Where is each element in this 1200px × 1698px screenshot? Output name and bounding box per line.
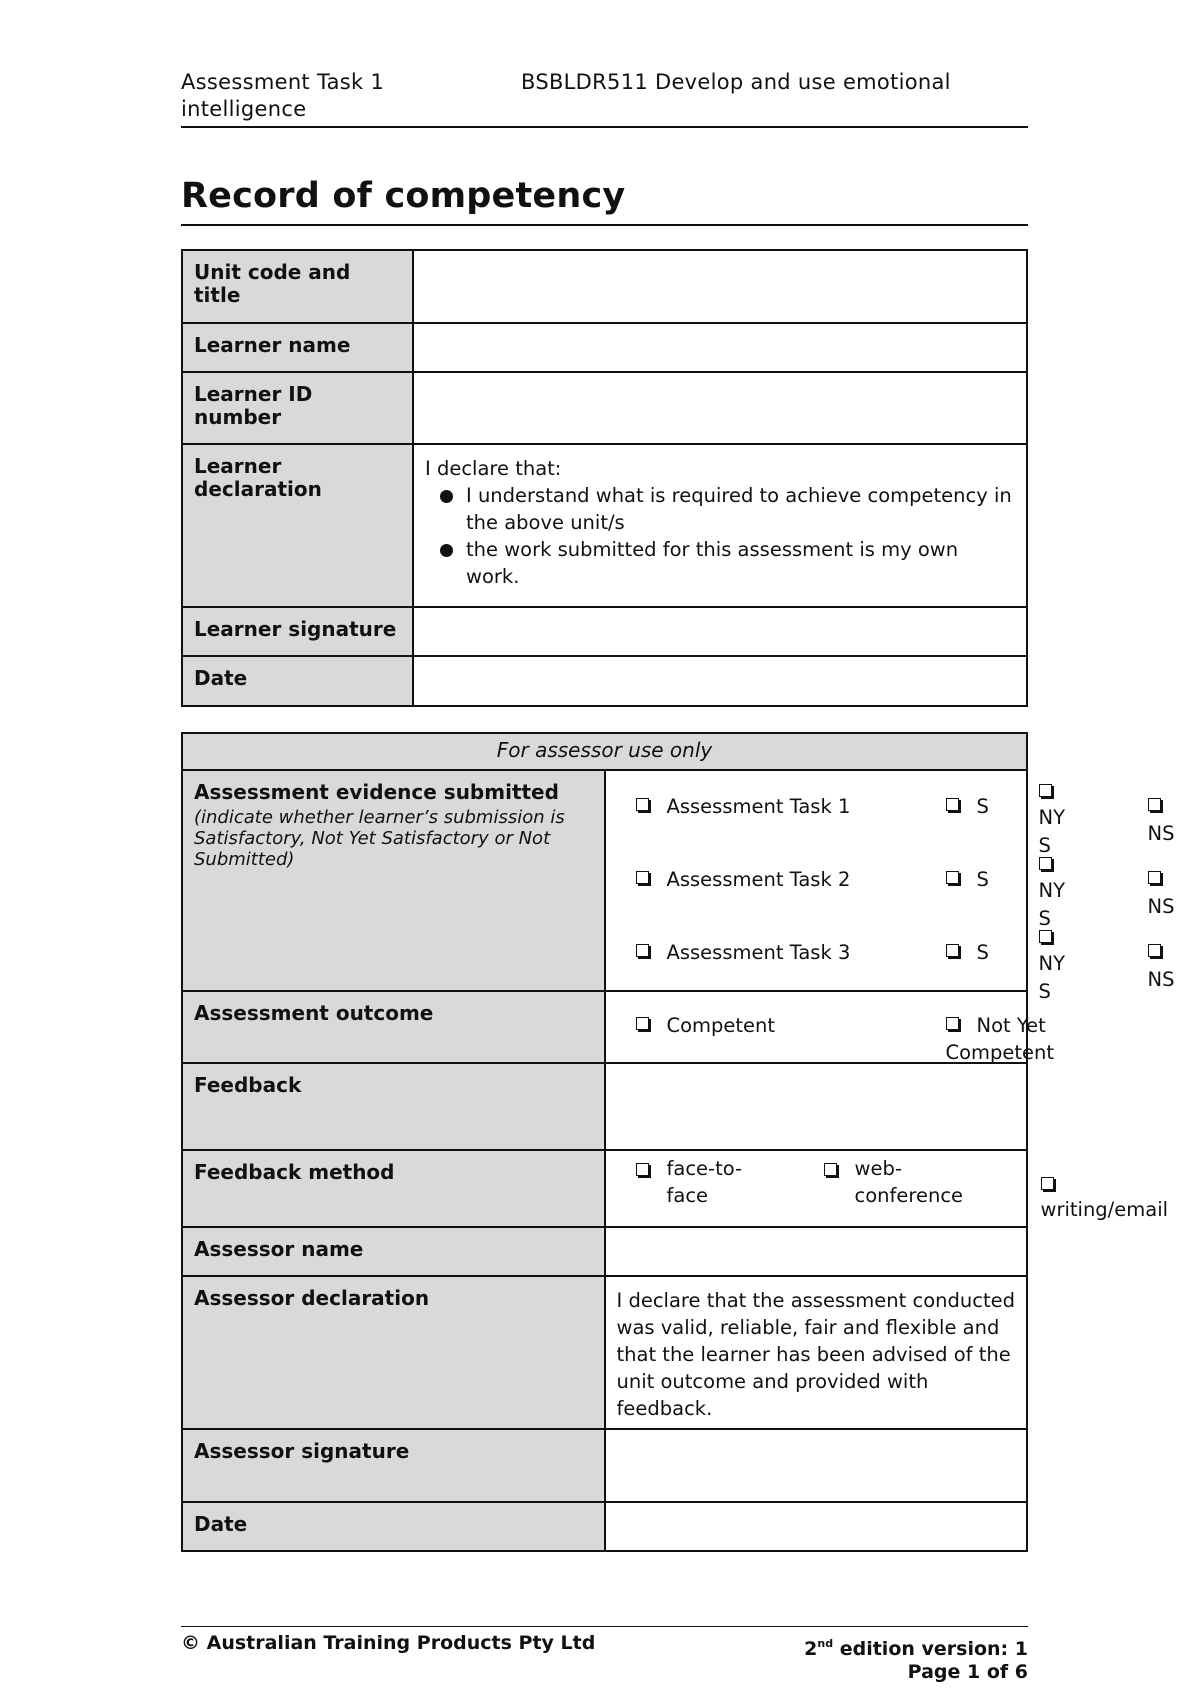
bullet-icon [440, 544, 453, 557]
learner-date-label: Date [182, 656, 413, 706]
bullet-icon [440, 490, 453, 503]
unit-code-field[interactable] [413, 250, 1027, 323]
checkbox-icon [1039, 857, 1052, 870]
checkbox-icon [946, 1017, 959, 1030]
competent-checkbox[interactable]: Competent [636, 1012, 776, 1039]
feedback-label: Feedback [182, 1063, 605, 1150]
not-yet-competent-checkbox[interactable]: Not Yet Competent [945, 1014, 1055, 1064]
declaration-point: the work submitted for this assessment is my own work. [425, 536, 1016, 590]
footer-page-number: Page 1 of 6 [907, 1661, 1028, 1683]
assessor-table [181, 732, 1175, 1552]
not-submitted-checkbox[interactable]: NS [1148, 793, 1179, 847]
face-to-face-checkbox[interactable]: face-to-face [636, 1155, 762, 1209]
checkbox-icon [1039, 930, 1052, 943]
task-row [606, 771, 1175, 857]
assessor-date-field[interactable] [605, 1502, 1028, 1551]
outcome-label: Assessment outcome [182, 991, 605, 1063]
satisfactory-checkbox[interactable]: S [946, 793, 989, 820]
learner-name-label: Learner name [182, 323, 413, 372]
checkbox-icon [946, 871, 959, 884]
not-yet-satisfactory-checkbox[interactable]: NY S [1039, 777, 1075, 860]
checkbox-icon [946, 944, 959, 957]
satisfactory-checkbox[interactable]: S [946, 939, 989, 966]
checkbox-icon [636, 1017, 649, 1030]
page-title: Record of competency [181, 176, 1028, 226]
learner-id-field[interactable] [413, 372, 1027, 444]
page-footer [181, 1626, 1028, 1683]
evidence-note: (indicate whether learner’s submission is Satisfactory, Not Yet Satisfactory or Not Submitted) [194, 807, 565, 870]
task-checkbox[interactable]: Assessment Task 2 [636, 866, 851, 893]
task-checkbox[interactable]: Assessment Task 1 [636, 793, 851, 820]
declaration-point: I understand what is required to achieve competency in the above unit/s [425, 482, 1016, 536]
checkbox-icon [824, 1163, 837, 1176]
header-task: Assessment Task 1 [181, 70, 385, 94]
checkbox-icon [636, 871, 649, 884]
assessor-declaration-text: I declare that the assessment conducted was valid, reliable, fair and flexible and that the learner has been advised of the unit outcome and provided with feedback. [605, 1276, 1028, 1429]
not-yet-satisfactory-checkbox[interactable]: NY S [1039, 850, 1075, 933]
footer-copyright: © Australian Training Products Pty Ltd [181, 1632, 596, 1654]
feedback-method-options [605, 1150, 1169, 1227]
page-header [181, 70, 1028, 128]
header-unit-wrap: intelligence [181, 97, 307, 121]
checkbox-icon [1041, 1177, 1054, 1190]
not-yet-satisfactory-checkbox[interactable]: NY S [1039, 923, 1075, 1006]
unit-code-label: Unit code and title [182, 250, 413, 323]
feedback-field[interactable] [605, 1063, 1028, 1150]
task-row [606, 917, 1175, 1003]
checkbox-icon [1148, 798, 1161, 811]
feedback-method-label: Feedback method [182, 1150, 605, 1227]
assessor-signature-field[interactable] [605, 1429, 1028, 1502]
satisfactory-checkbox[interactable]: S [946, 866, 989, 893]
checkbox-icon [636, 1163, 649, 1176]
assessor-date-label: Date [182, 1502, 605, 1551]
learner-table [181, 249, 1028, 707]
header-unit: BSBLDR511 Develop and use emotional [521, 70, 951, 94]
learner-id-label: Learner ID number [182, 372, 413, 444]
assessor-declaration-label: Assessor declaration [182, 1276, 605, 1429]
task-row [606, 844, 1175, 930]
checkbox-icon [946, 798, 959, 811]
evidence-options [605, 770, 1175, 1003]
learner-declaration-text [413, 444, 1027, 607]
assessor-heading: For assessor use only [182, 733, 1027, 770]
learner-signature-field[interactable] [413, 607, 1027, 656]
assessor-name-label: Assessor name [182, 1227, 605, 1276]
assessor-signature-label: Assessor signature [182, 1429, 605, 1502]
assessor-name-field[interactable] [605, 1227, 1028, 1276]
checkbox-icon [1148, 944, 1161, 957]
evidence-label: Assessment evidence submitted (indicate whether learner’s submission is Satisfactory, Not Yet Satisfactory or Not Submitted) [182, 770, 605, 991]
learner-declaration-label: Learner declaration [182, 444, 413, 607]
outcome-options [605, 991, 1055, 1064]
checkbox-icon [636, 944, 649, 957]
footer-edition: 2nd edition version: 1 Page 1 of 6 [804, 1637, 1028, 1683]
writing-email-checkbox[interactable]: writing/email [1041, 1169, 1169, 1223]
checkbox-icon [636, 798, 649, 811]
declaration-intro: I declare that: [425, 457, 562, 480]
learner-signature-label: Learner signature [182, 607, 413, 656]
learner-date-field[interactable] [413, 656, 1027, 706]
task-checkbox[interactable]: Assessment Task 3 [636, 939, 851, 966]
checkbox-icon [1039, 784, 1052, 797]
not-submitted-checkbox[interactable]: NS [1148, 939, 1179, 993]
learner-name-field[interactable] [413, 323, 1027, 372]
checkbox-icon [1148, 871, 1161, 884]
web-conference-checkbox[interactable]: web-conference [824, 1155, 985, 1209]
not-submitted-checkbox[interactable]: NS [1148, 866, 1179, 920]
